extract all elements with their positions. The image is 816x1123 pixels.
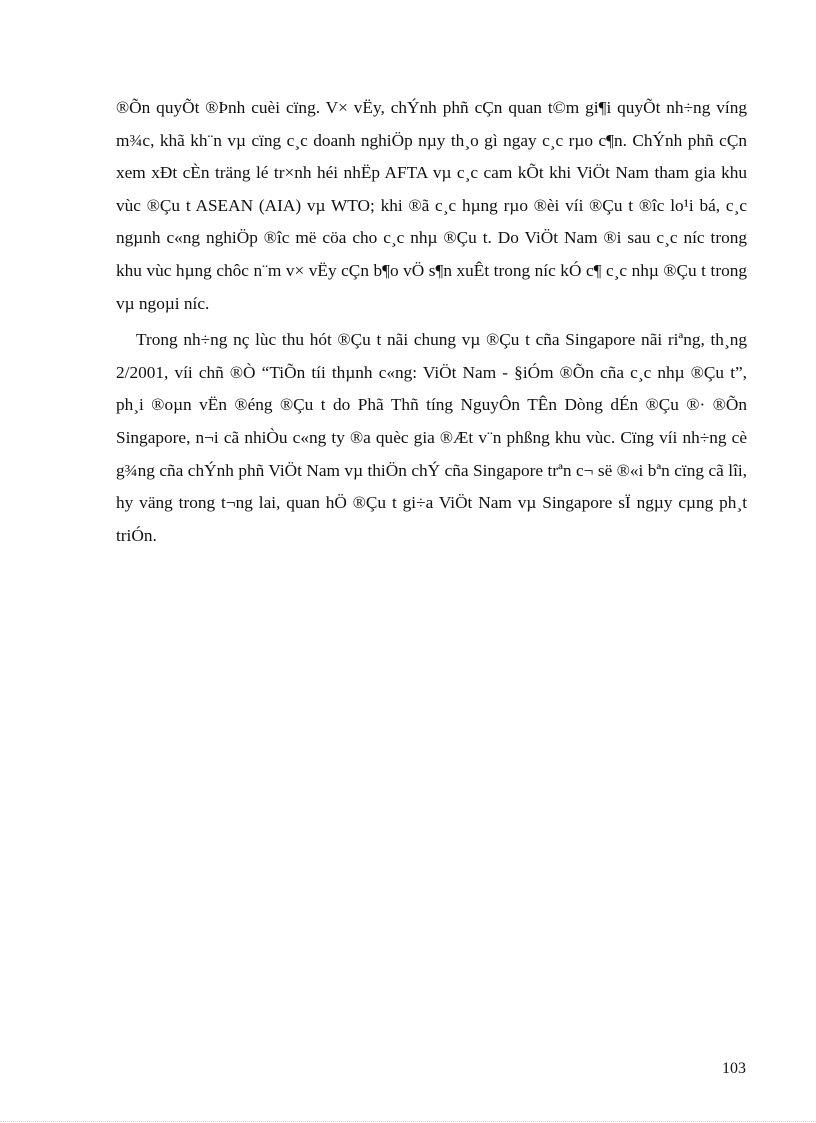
paragraph-2: Trong nh÷ng nç lùc thu hót ®Çu t nãi chung vµ ®Çu t cña Singapore nãi riªng, th¸ng 2/2001, víi chñ ®Ò “TiÕn tíi thµnh c«ng: ViÖt Nam - §iÓm ®Õn cña c¸c nhµ ®Çu t”, ph¸i ®oµn vËn ®éng ®Çu t do Phã Thñ tíng NguyÔn TÊn Dòng dÉn ®Çu ®· ®Õn Singapore, n¬i cã nhiÒu c«ng ty ®a quèc gia ®Æt v¨n phßng khu vùc. Cïng víi nh÷ng cè g¾ng cña chÝnh phñ ViÖt Nam vµ thiÖn chÝ cña Singapore trªn c¬ së ®«i bªn cïng cã lîi, hy väng trong t¬ng lai, quan hÖ ®Çu t gi÷a ViÖt Nam vµ Singapore sÏ ngµy cµng ph¸t triÓn.	[116, 330, 747, 545]
page-number: 103	[722, 1060, 746, 1077]
body-text	[116, 92, 747, 552]
paragraph-1: ®Õn quyÕt ®Þnh cuèi cïng. V× vËy, chÝnh phñ cÇn quan t©m gi¶i quyÕt nh÷ng víng m¾c, khã kh¨n vµ cïng c¸c doanh nghiÖp nµy th¸o gì ngay c¸c rµo c¶n. ChÝnh phñ cÇn xem xÐt cÈn träng lé tr×nh héi nhËp AFTA vµ c¸c cam kÕt khi ViÖt Nam tham gia khu vùc ®Çu t ASEAN (AIA) vµ WTO; khi ®ã c¸c hµng rµo ®èi víi ®Çu t ®îc lo¹i bá, c¸c ngµnh c«ng nghiÖp ®îc më cöa cho c¸c nhµ ®Çu t. Do ViÖt Nam ®i sau c¸c níc trong khu vùc hµng chôc n¨m v× vËy cÇn b¶o vÖ s¶n xuÊt trong níc kÓ c¶ c¸c nhµ ®Çu t trong vµ ngoµi níc.	[116, 98, 747, 313]
page-bottom-divider	[0, 1121, 816, 1122]
